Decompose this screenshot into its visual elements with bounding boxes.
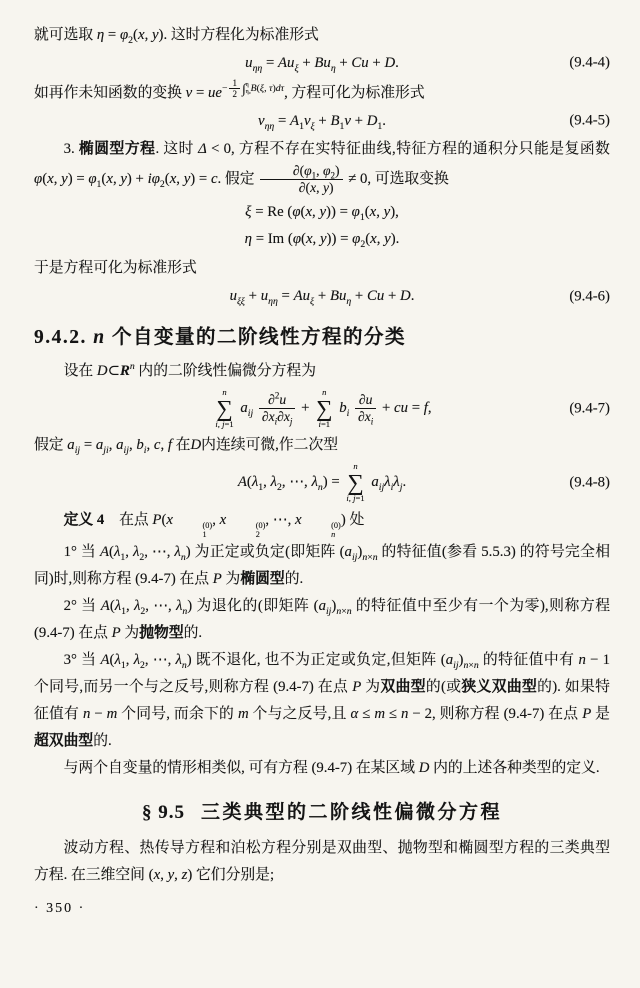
paragraph-three-typical-equations: 波动方程、热传导方程和泊松方程分别是双曲型、抛物型和椭圆型方程的三类典型方程. 在三维空间 (x, y, z) 它们分别是; (34, 840, 610, 884)
equation-xi-eta-group (34, 199, 610, 252)
equation-9-4-7-body: n ∑ i, j=1 $a_{ij}$ $\frac{\partial^2u}{\partial x_i\partial x_j}$ + n ∑ i=1 $b_i$ $\frac{\partial u}{\partial x_i}$ + cu = f, (215, 386, 432, 429)
paragraph-elliptic-case: 3. 椭圆型方程. 这时 Δ < 0, 方程不存在实特征曲线,特征方程的通积分只能是复函数 φ(x, $y) = \varphi_1(x$, $y) + i\varphi_2(x$, y) = c. 假定 $\frac{\partial(\varphi_1, \varphi_2)}{\partial(x, y)}$ ≠ 0, 可选取变换 (34, 140, 610, 195)
section-9-5-title: 三类典型的二阶线性偏微分方程 (200, 802, 502, 824)
paragraph-region-definition: 与两个自变量的情形相类似, 可有方程 (9.4-7) 在某区域 D 内的上述各种类型的定义. (63, 759, 600, 776)
equation-9-4-4 (34, 52, 610, 75)
equation-9-4-4-number: (9.4-4) (569, 54, 610, 71)
paragraph-standard-form-intro: 于是方程可化为标准形式 (34, 260, 197, 277)
paragraph-unknown-function-transform: 如再作未知函数的变换 $v = ue^{- \frac{1}{2} \int \eta \eta_0 B(\xi, \tau)d\tau}$, 方程可化为标准形式 (34, 77, 425, 102)
paragraph-quadratic-form-intro: 假定 $a_{ij} = a_{ji}$, $a_{ij}$, $b_i$, c, f 在D内连续可微,作二次型 (34, 437, 339, 457)
equation-9-4-4-body: $u_{\eta\eta} = Au_\xi + Bu_\eta + Cu + D$. (245, 54, 399, 74)
equation-9-4-7-number: (9.4-7) (569, 400, 610, 417)
paragraph-case-3-hyperbolic: 3° 当 $A(\lambda_1$, $\lambda_2$, ⋯, $\lambda_n$) 既不退化, 也不为正定或负定,但矩阵 $(a_{ij})_{n\times n}$ 的特征值中有 n − 1 个同号,而另一个与之反号,则称方程 (9.4-7) 在点 P 为双曲型的(或狭义双曲型的). 如果特征值有 n − m 个同号, 而余下的 m 个与之反号,且 α ≤ m ≤ n − 2, 则称方程 (9.4-7) 在点 P 是超双曲型的. (34, 651, 611, 749)
paragraph-definition-4: 定义 4 在点 P(x (0) 1 , x (0) 2 , ⋯, x (0) n ) 处 (63, 511, 365, 540)
section-heading-9-4-2: 9.4.2. n 个自变量的二阶线性方程的分类 (34, 326, 406, 348)
equation-9-4-6-body: $u_{\xi\xi} + u_{\eta\eta} = Au_\xi + Bu_\eta + Cu + D$. (229, 288, 415, 307)
paragraph-eta-choice: 就可选取 $\eta = \varphi_2(x$, y). 这时方程化为标准形式 (34, 27, 319, 46)
paragraph-case-1-elliptic: 1° 当 $A(\lambda_1$, $\lambda_2$, ⋯, $\lambda_n$) 为正定或负定(即矩阵 $(a_{ij})_{n\times n}$ 的特征值(参看 5.5.3) 的符号完全相同)时,则称方程 (9.4-7) 在点 P 为椭圆型的. (34, 544, 610, 588)
paragraph-case-2-parabolic: 2° 当 $A(\lambda_1$, $\lambda_2$, ⋯, $\lambda_n$) 为退化的(即矩阵 $(a_{ij})_{n\times n}$ 的特征值中至少有一个为零),则称方程 (9.4-7) 在点 P 为抛物型的. (34, 598, 611, 641)
equation-9-4-8-number: (9.4-8) (569, 474, 610, 491)
section-heading-9-5 (34, 797, 610, 824)
equation-9-4-5 (34, 110, 610, 133)
equation-9-4-6-number: (9.4-6) (569, 288, 610, 305)
equation-xi: ξ = Re (φ(x, $y)) = \varphi_1(x$, y), (245, 203, 399, 223)
equation-9-4-8 (34, 462, 610, 504)
equation-9-4-6 (34, 285, 610, 308)
equation-9-4-8-body: $A(\lambda_1$, $\lambda_2$, ⋯, $\lambda_n$) = n ∑ i, j=1 $a_{ij}\lambda_i\lambda_j$. (237, 461, 407, 503)
section-9-5-label: § 9.5 (141, 802, 185, 824)
page-number: · 350 · (34, 901, 86, 917)
equation-eta: η = Im (φ(x, $y)) = \varphi_2(x$, y). (244, 230, 400, 250)
equation-9-4-5-number: (9.4-5) (569, 112, 610, 129)
equation-9-4-7 (34, 388, 610, 430)
equation-9-4-5-body: $v_{\eta\eta} = A_1v_\xi + B_1v + D_1$. (258, 112, 386, 132)
paragraph-pde-setup: 设在 $D\subset R^n$ 内的二阶线性偏微分方程为 (63, 361, 316, 379)
